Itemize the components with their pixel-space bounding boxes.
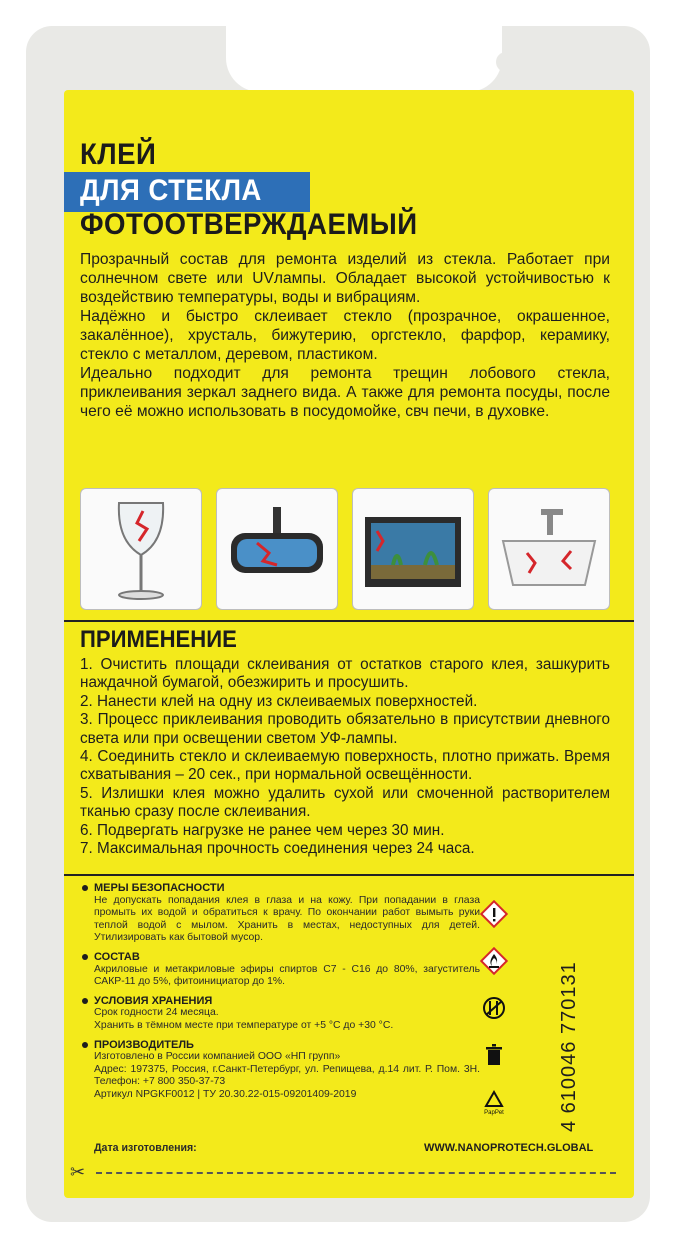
storage-block: [80, 995, 480, 1033]
usage-step: 3. Процесс приклеивания проводить обязательно в присутствии дневного света или при освещении светом УФ-лампы.: [80, 711, 610, 747]
trash-bin-icon: [480, 1041, 508, 1069]
title-line-1: КЛЕЙ: [80, 138, 157, 171]
aquarium-photo: [352, 488, 474, 610]
manufacture-date-label: Дата изготовления:: [94, 1142, 197, 1154]
usage-step: 2. Нанести клей на одну из склеиваемых поверхностей.: [80, 692, 478, 710]
description-paragraph: Прозрачный состав для ремонта изделий из стекла. Работает при солнечном свете или UVлампы. Обладает высокой устойчивостью к воздействию температуры, воды и вибрациям.: [80, 251, 610, 306]
composition-title: СОСТАВ: [80, 951, 480, 964]
maker-text-1: Изготовлено в России компанией ООО «НП групп»: [94, 1051, 341, 1063]
maker-block: [80, 1039, 480, 1102]
usage-step: 1. Очистить площади склеивания от остатков старого клея, зашкурить наждачной бумагой, обезжирить и просушить.: [80, 656, 610, 692]
car-mirror-photo: [216, 488, 338, 610]
description-paragraph: Идеально подходит для ремонта трещин лобового стекла, приклеивания зеркал заднего вида. А также для ремонта посуды, после чего её можно использовать в посудомойке, свч печи, в духовке.: [80, 365, 610, 420]
safety-title: МЕРЫ БЕЗОПАСНОСТИ: [80, 882, 480, 895]
cut-line: [96, 1172, 616, 1174]
storage-text-2: Хранить в тёмном месте при температуре от +5 °С до +30 °С.: [94, 1019, 394, 1031]
divider: [64, 620, 634, 622]
product-description: [80, 250, 610, 421]
sink-photo: [488, 488, 610, 610]
maker-text-3: Артикул NPGKF0012 | ТУ 20.30.22-015-09201409-2019: [94, 1088, 357, 1100]
usage-steps: [80, 656, 610, 858]
safety-block: [80, 882, 480, 945]
storage-title: УСЛОВИЯ ХРАНЕНИЯ: [80, 995, 480, 1008]
hazard-icons: [480, 900, 510, 1135]
title-line-2: ДЛЯ СТЕКЛА: [80, 174, 262, 207]
wine-glass-photo: [80, 488, 202, 610]
website-link[interactable]: WWW.NANOPROTECH.GLOBAL: [424, 1142, 594, 1154]
storage-text-1: Срок годности 24 месяца.: [94, 1007, 219, 1019]
maker-text-2: Адрес: 197375, Россия, г.Санкт-Петербург, ул. Репищева, д.14 лит. Р. Пом. 3Н. Телефон: +7 800 350-37-73: [94, 1063, 480, 1088]
description-paragraph: Надёжно и быстро склеивает стекло (прозрачное, окрашенное, закалённое), хрусталь, бижутерию, оргстекло, фарфор, керамику, стекло с металлом, деревом, пластиком.: [80, 308, 610, 363]
safety-text: Не допускать попадания клея в глаза и на кожу. При попадании в глаза промыть их водой и обратиться к врачу. По окончании работ вымыть руки теплой водой с мылом. Хранить в местах, недоступных для детей. Утилизировать как бытовой мусор.: [94, 894, 480, 944]
divider: [64, 874, 634, 876]
info-section: [80, 882, 480, 1108]
application-photos: [80, 488, 610, 610]
usage-step: 4. Соединить стекло и склеиваемую поверхность, плотно прижать. Время схватывания – 20 сек., при нормальной освещённости.: [80, 748, 610, 784]
barcode-digits: 4 610046 770131: [558, 961, 580, 1132]
usage-step: 5. Излишки клея можно удалить сухой или смоченной растворителем тканью сразу после склеивания.: [80, 784, 610, 821]
title-line-3: ФОТООТВЕРЖДАЕМЫЙ: [80, 208, 418, 241]
exclamation-hazard-icon: [480, 900, 508, 928]
usage-step: 7. Максимальная прочность соединения через 24 часа.: [80, 840, 475, 858]
composition-block: [80, 951, 480, 989]
maker-title: ПРОИЗВОДИТЕЛЬ: [80, 1039, 480, 1052]
hang-slot: [496, 52, 632, 72]
hang-tab: [226, 26, 502, 92]
no-food-icon: [480, 994, 508, 1022]
usage-step: 6. Подвергать нагрузке не ранее чем через 30 мин.: [80, 821, 445, 839]
usage-title: ПРИМЕНЕНИЕ: [80, 626, 237, 653]
composition-text: Акриловые и метакриловые эфиры спиртов С7 - С16 до 80%, загуститель САКР-11 до 5%, фитоинициатор до 1%.: [94, 963, 480, 988]
flame-hazard-icon: [480, 947, 508, 975]
scissors-icon: ✂: [70, 1162, 86, 1182]
recycle-label: PapPet: [484, 1110, 504, 1116]
recycle-pappet-icon: [480, 1088, 508, 1116]
